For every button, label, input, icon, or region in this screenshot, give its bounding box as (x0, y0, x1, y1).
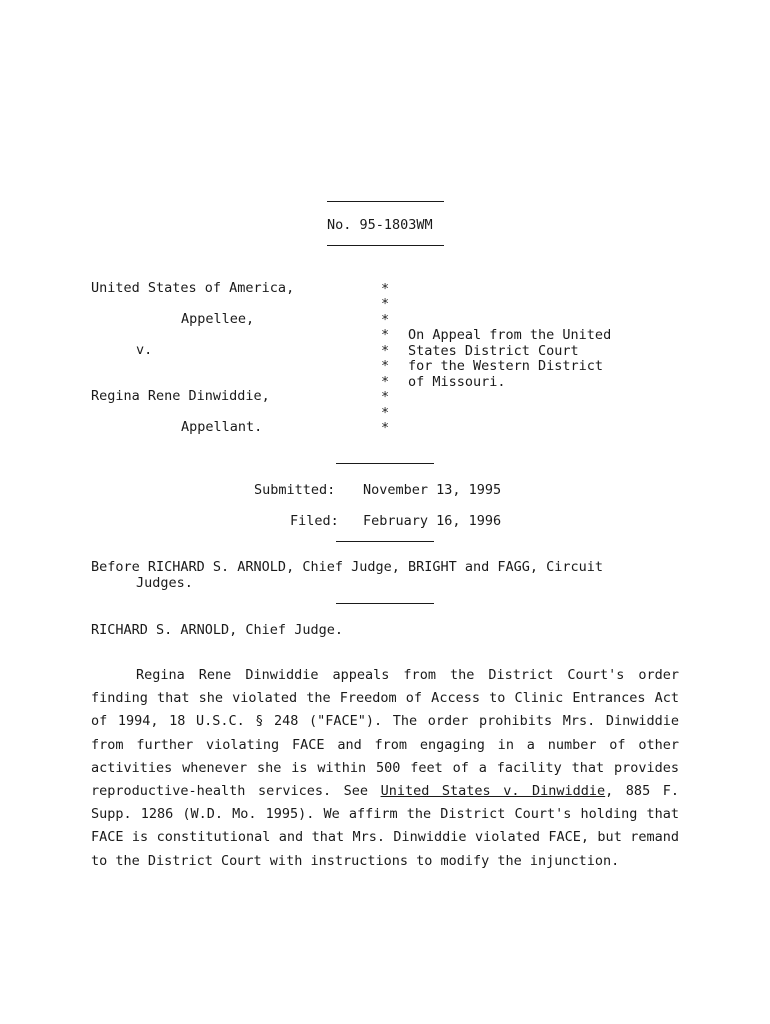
docket-top-rule (327, 201, 444, 202)
caption-star: * (381, 358, 390, 374)
dates-top-rule (336, 463, 434, 464)
opinion-author: RICHARD S. ARNOLD, Chief Judge. (91, 622, 343, 638)
panel-line-2: Judges. (136, 575, 193, 591)
caption-star: * (381, 327, 390, 343)
party-appellee-role: Appellee, (181, 311, 255, 327)
caption-star: * (381, 389, 390, 405)
submitted-label: Submitted: (254, 482, 336, 498)
submitted-date: November 13, 1995 (363, 482, 502, 498)
opinion-text-part2: , 885 F. Supp. 1286 (W.D. Mo. 1995). We affirm the District Court's holding that FACE is constitutional and that Mrs. Dinwiddie violated FACE, but remand to the District Court with instructions to modify the injunction. (91, 783, 679, 869)
case-citation-name: United States v. Dinwiddie (380, 783, 606, 800)
party-appellant-name: Regina Rene Dinwiddie, (91, 388, 270, 404)
appeal-line-3: for the Western District (408, 358, 604, 374)
filed-label: Filed: (290, 513, 339, 529)
caption-star: * (381, 296, 390, 312)
caption-star: * (381, 405, 390, 421)
opinion-paragraph (91, 664, 679, 873)
dates-bottom-rule (336, 541, 434, 542)
appeal-line-4: of Missouri. (408, 374, 506, 390)
appeal-line-1: On Appeal from the United (408, 327, 612, 343)
filed-date: February 16, 1996 (363, 513, 502, 529)
caption-star: * (381, 281, 390, 297)
panel-bottom-rule (336, 603, 434, 604)
party-appellant-role: Appellant. (181, 419, 263, 435)
docket-bottom-rule (327, 245, 444, 246)
versus: v. (136, 342, 153, 358)
appeal-line-2: States District Court (408, 343, 579, 359)
caption-star: * (381, 343, 390, 359)
opinion-text-part1: Regina Rene Dinwiddie appeals from the District Court's order finding that she violated the Freedom of Access to Clinic Entrances Act of 1994, 18 U.S.C. § 248 ("FACE"). The order prohibits Mrs. Dinwiddie from further violating FACE and from engaging in a number of other activities whenever she is within 500 feet of a facility that provides reproductive-health services. See (91, 667, 679, 800)
caption-star: * (381, 420, 390, 436)
panel-line-1: Before RICHARD S. ARNOLD, Chief Judge, BRIGHT and FAGG, Circuit (91, 559, 604, 575)
caption-star: * (381, 374, 390, 390)
docket-number: No. 95-1803WM (327, 217, 433, 233)
caption-star: * (381, 312, 390, 328)
party-appellee-name: United States of America, (91, 280, 295, 296)
